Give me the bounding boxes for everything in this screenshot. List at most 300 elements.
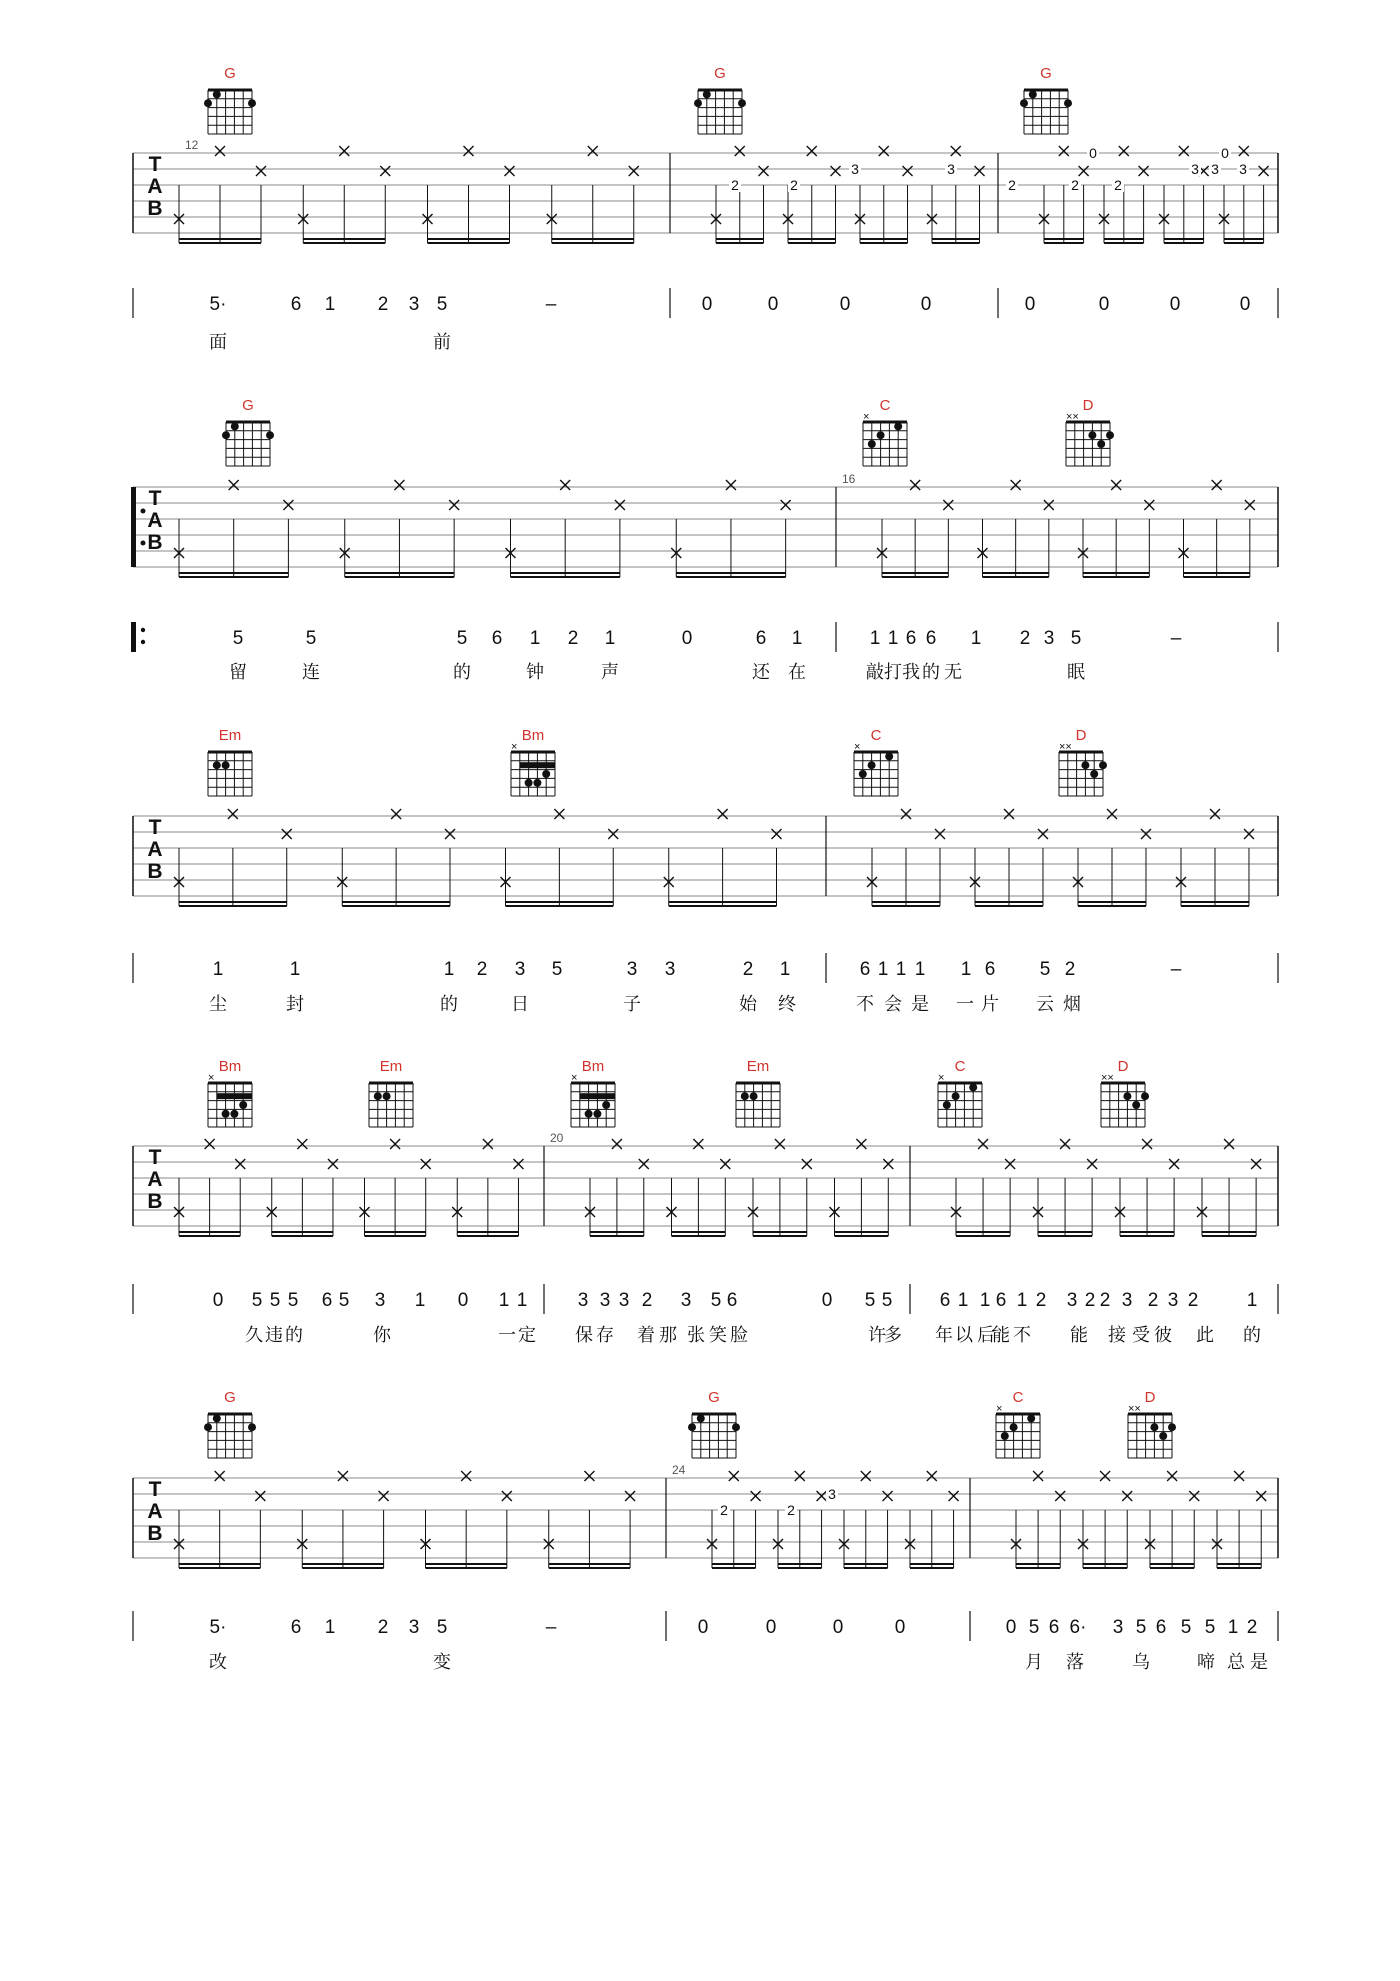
jianpu-note: 0 — [832, 1617, 844, 1638]
chord-finger-dot — [1132, 1101, 1140, 1109]
chord-finger-dot — [703, 90, 711, 98]
tab-clef-letter: T — [148, 1478, 162, 1501]
chord-name: G — [1040, 65, 1052, 82]
chord-name: C — [954, 1058, 966, 1075]
lyric-char: 眠 — [1067, 662, 1085, 682]
jianpu-note: 6 — [290, 294, 302, 315]
chord-finger-dot — [1010, 1423, 1018, 1431]
lyric-char: 落 — [1066, 1652, 1084, 1672]
muted-string-mark: ×× — [1059, 741, 1072, 753]
jianpu-note: 1 — [1016, 1290, 1028, 1311]
chord-finger-dot — [694, 99, 702, 107]
chord-finger-dot — [248, 99, 256, 107]
lyric-char: 违 — [265, 1325, 283, 1345]
muted-string-mark: × — [996, 1403, 1003, 1415]
chord-finger-dot — [266, 431, 274, 439]
chord-finger-dot — [732, 1423, 740, 1431]
jianpu-note: 5 — [305, 628, 317, 649]
repeat-thick-bar — [131, 487, 136, 567]
lyric-char: 的 — [440, 994, 458, 1014]
tab-fret-number: 3 — [1211, 161, 1219, 177]
jianpu-note: 1 — [414, 1290, 426, 1311]
lyric-char: 保 — [575, 1325, 593, 1345]
lyric-char: 张 — [687, 1325, 705, 1345]
chord-barre — [217, 1093, 252, 1099]
lyric-char: 尘 — [209, 994, 227, 1014]
tab-fret-number: 3 — [828, 1486, 836, 1502]
chord-finger-dot — [1090, 770, 1098, 778]
lyric-char: 声 — [601, 662, 619, 682]
tab-clef-letter: A — [147, 1168, 163, 1191]
chord-name: G — [242, 397, 254, 414]
jianpu-note: 5 — [456, 628, 468, 649]
lyric-char: 一 — [956, 994, 974, 1014]
lyric-char: 一 — [498, 1325, 516, 1345]
chord-finger-dot — [1097, 440, 1105, 448]
jianpu-note: 2 — [476, 959, 488, 980]
jianpu-note: 6 — [859, 959, 871, 980]
jianpu-note: 2 — [641, 1290, 653, 1311]
lyric-char: 始 — [739, 994, 757, 1014]
muted-string-mark: × — [863, 411, 870, 423]
lyric-char: 月 — [1025, 1652, 1043, 1672]
lyric-char: 以 — [955, 1325, 973, 1345]
tab-fret-number: 2 — [1114, 177, 1122, 193]
jianpu-note: 2 — [1246, 1617, 1258, 1638]
bar-number: 16 — [842, 472, 856, 486]
chord-name: C — [879, 397, 891, 414]
jianpu-note: 3 — [1043, 628, 1055, 649]
chord-finger-dot — [248, 1423, 256, 1431]
lyric-char: 改 — [209, 1652, 227, 1672]
jianpu-note: 1 — [914, 959, 926, 980]
jianpu-note: 1 — [443, 959, 455, 980]
lyric-char: 烟 — [1063, 994, 1081, 1014]
jianpu-note: 1 — [970, 628, 982, 649]
jianpu-note: 0 — [821, 1290, 833, 1311]
chord-finger-dot — [1159, 1432, 1167, 1440]
chord-finger-dot — [969, 1083, 977, 1091]
tab-clef-letter: A — [147, 838, 163, 861]
jianpu-note: 5 — [551, 959, 563, 980]
tab-fret-number: 3 — [851, 161, 859, 177]
tab-fret-number: 2 — [787, 1502, 795, 1518]
jianpu-note: 0 — [839, 294, 851, 315]
muted-string-mark: ×× — [1066, 411, 1079, 423]
lyric-char: 你 — [373, 1325, 391, 1345]
lyric-char: 总 — [1227, 1652, 1245, 1672]
chord-name: D — [1144, 1389, 1156, 1406]
chord-finger-dot — [374, 1092, 382, 1100]
jianpu-note: 5 — [338, 1290, 350, 1311]
jianpu-note: 0 — [1024, 294, 1036, 315]
tab-fret-number: 3 — [1239, 161, 1247, 177]
tab-clef-letter: T — [148, 816, 162, 839]
jianpu-note: 6 — [995, 1290, 1007, 1311]
lyric-char: 留 — [229, 662, 247, 682]
jianpu-note: 2 — [377, 1617, 389, 1638]
jianpu-note: 3 — [1121, 1290, 1133, 1311]
muted-string-mark: × — [208, 1072, 215, 1084]
jianpu-note: 2 — [1187, 1290, 1199, 1311]
lyric-char: 许 — [868, 1325, 886, 1345]
tab-fret-number: 0 — [1221, 145, 1229, 161]
jianpu-note: 5 — [864, 1290, 876, 1311]
jianpu-note: – — [1170, 959, 1182, 980]
chord-finger-dot — [204, 1423, 212, 1431]
jianpu-note: 2 — [377, 294, 389, 315]
tab-clef-letter: B — [147, 1522, 163, 1545]
tab-clef-letter: A — [147, 509, 163, 532]
jianpu-note: 6 — [925, 628, 937, 649]
lyric-char: 受 — [1132, 1325, 1150, 1345]
lyric-char: 彼 — [1154, 1325, 1172, 1345]
jianpu-note: 5 — [1180, 1617, 1192, 1638]
lyric-char: 我 — [902, 662, 920, 682]
jianpu-note: 5 — [232, 628, 244, 649]
lyric-char: 在 — [788, 662, 806, 682]
jianpu-note: 6 — [321, 1290, 333, 1311]
jianpu-note: 5 — [1070, 628, 1082, 649]
muted-string-mark: × — [854, 741, 861, 753]
chord-finger-dot — [697, 1414, 705, 1422]
tab-fret-number: 0 — [1089, 145, 1097, 161]
chord-finger-dot — [868, 440, 876, 448]
repeat-dot — [141, 628, 145, 632]
jianpu-note: – — [1170, 628, 1182, 649]
lyric-char: 连 — [302, 662, 320, 682]
jianpu-note: 3 — [680, 1290, 692, 1311]
lyric-char: 乌 — [1132, 1652, 1150, 1672]
jianpu-note: 0 — [894, 1617, 906, 1638]
lyric-char: 云 — [1036, 994, 1054, 1014]
jianpu-note: 3 — [1066, 1290, 1078, 1311]
jianpu-note: 1 — [529, 628, 541, 649]
lyric-char: 能 — [1070, 1325, 1088, 1345]
jianpu-note: 3 — [408, 1617, 420, 1638]
jianpu-note: 5 — [287, 1290, 299, 1311]
jianpu-note: 1 — [779, 959, 791, 980]
chord-name: G — [714, 65, 726, 82]
chord-name: Em — [746, 1058, 770, 1075]
chord-finger-dot — [533, 779, 541, 787]
chord-finger-dot — [868, 761, 876, 769]
jianpu-note: 5 — [251, 1290, 263, 1311]
chord-name: Bm — [521, 727, 545, 744]
jianpu-note: 5 — [1204, 1617, 1216, 1638]
jianpu-note: 1 — [604, 628, 616, 649]
tab-fret-number: 2 — [731, 177, 739, 193]
chord-name: Em — [218, 727, 242, 744]
chord-finger-dot — [1027, 1414, 1035, 1422]
jianpu-note: 6 — [984, 959, 996, 980]
chord-finger-dot — [1088, 431, 1096, 439]
lyric-char: 的 — [453, 662, 471, 682]
jianpu-note: 3 — [1167, 1290, 1179, 1311]
jianpu-note: 3 — [618, 1290, 630, 1311]
chord-name: G — [224, 1389, 236, 1406]
chord-name: D — [1075, 727, 1087, 744]
tab-fret-number: 3 — [947, 161, 955, 177]
lyric-char: 敲 — [866, 662, 884, 682]
jianpu-note: 3 — [374, 1290, 386, 1311]
repeat-dot — [141, 541, 146, 546]
chord-name: C — [1012, 1389, 1024, 1406]
chord-finger-dot — [585, 1110, 593, 1118]
lyric-char: 的 — [922, 662, 940, 682]
lyric-char: 那 — [659, 1325, 677, 1345]
jianpu-note: 2 — [742, 959, 754, 980]
jianpu-note: 6 — [1155, 1617, 1167, 1638]
lyric-char: 是 — [911, 994, 929, 1014]
jianpu-note: 0 — [1169, 294, 1181, 315]
chord-finger-dot — [1106, 431, 1114, 439]
jianpu-note: 6 — [755, 628, 767, 649]
lyric-char: 面 — [209, 332, 227, 352]
jianpu-note: 1 — [791, 628, 803, 649]
jianpu-note: 1 — [516, 1290, 528, 1311]
chord-name: C — [870, 727, 882, 744]
lyric-char: 会 — [884, 994, 902, 1014]
jianpu-note: 1 — [289, 959, 301, 980]
chord-finger-dot — [204, 99, 212, 107]
chord-finger-dot — [741, 1092, 749, 1100]
jianpu-note: 2 — [567, 628, 579, 649]
jianpu-note: 0 — [765, 1617, 777, 1638]
lyric-char: 笑 — [709, 1325, 727, 1345]
jianpu-note: 5 — [436, 294, 448, 315]
repeat-dot — [141, 509, 146, 514]
jianpu-note: 1 — [1227, 1617, 1239, 1638]
jianpu-note: 6 — [726, 1290, 738, 1311]
jianpu-note: 6· — [1069, 1617, 1087, 1638]
jianpu-note: 1 — [324, 294, 336, 315]
jianpu-note: 0 — [920, 294, 932, 315]
jianpu-note: 5 — [269, 1290, 281, 1311]
jianpu-note: 6 — [290, 1617, 302, 1638]
jianpu-note: 0 — [697, 1617, 709, 1638]
lyric-char: 还 — [752, 662, 770, 682]
lyric-char: 终 — [778, 994, 796, 1014]
chord-finger-dot — [943, 1101, 951, 1109]
tab-clef-letter: B — [147, 197, 163, 220]
lyric-char: 久 — [245, 1325, 263, 1345]
jianpu-note: 2 — [1019, 628, 1031, 649]
jianpu-note: 5 — [436, 1617, 448, 1638]
tab-fret-number: 2 — [790, 177, 798, 193]
tab-clef-letter: T — [148, 487, 162, 510]
lyric-char: 存 — [596, 1325, 614, 1345]
jianpu-note: 0 — [701, 294, 713, 315]
chord-name: Bm — [218, 1058, 242, 1075]
lyric-char: 前 — [433, 332, 451, 352]
lyric-char: 打 — [884, 662, 902, 682]
lyric-char: 的 — [1243, 1325, 1261, 1345]
lyric-char: 的 — [285, 1325, 303, 1345]
muted-string-mark: × — [571, 1072, 578, 1084]
chord-finger-dot — [222, 431, 230, 439]
chord-finger-dot — [213, 1414, 221, 1422]
lyric-char: 多 — [884, 1325, 902, 1345]
chord-finger-dot — [383, 1092, 391, 1100]
lyric-char: 无 — [944, 662, 962, 682]
jianpu-note: 1 — [957, 1290, 969, 1311]
jianpu-note: 2 — [1099, 1290, 1111, 1311]
chord-finger-dot — [877, 431, 885, 439]
jianpu-note: 1 — [877, 959, 889, 980]
tab-fret-number: 2 — [1008, 177, 1016, 193]
lyric-char: 片 — [981, 994, 999, 1014]
lyric-char: 定 — [518, 1325, 536, 1345]
tab-clef-letter: B — [147, 531, 163, 554]
bar-number: 20 — [550, 1131, 564, 1145]
tab-clef-letter: A — [147, 175, 163, 198]
chord-finger-dot — [525, 779, 533, 787]
jianpu-note: 0 — [681, 628, 693, 649]
lyric-char: 子 — [623, 994, 641, 1014]
chord-barre — [520, 762, 555, 768]
jianpu-note: 5· — [209, 294, 227, 315]
jianpu-note: 0 — [212, 1290, 224, 1311]
muted-string-mark: × — [938, 1072, 945, 1084]
jianpu-note: 3 — [408, 294, 420, 315]
lyric-char: 钟 — [526, 662, 544, 682]
chord-finger-dot — [230, 1110, 238, 1118]
chord-finger-dot — [738, 99, 746, 107]
chord-finger-dot — [222, 1110, 230, 1118]
lyric-char: 年 — [935, 1325, 953, 1345]
muted-string-mark: ×× — [1101, 1072, 1114, 1084]
chord-finger-dot — [885, 752, 893, 760]
jianpu-note: – — [545, 294, 557, 315]
chord-finger-dot — [1123, 1092, 1131, 1100]
jianpu-note: 0 — [1098, 294, 1110, 315]
chord-finger-dot — [1150, 1423, 1158, 1431]
jianpu-note: 1 — [895, 959, 907, 980]
lyric-char: 啼 — [1197, 1652, 1215, 1672]
jianpu-note: 3 — [599, 1290, 611, 1311]
lyric-char: 后 — [977, 1325, 995, 1345]
repeat-dot — [141, 640, 145, 644]
chord-name: G — [224, 65, 236, 82]
jianpu-note: 6 — [491, 628, 503, 649]
tab-clef-letter: B — [147, 860, 163, 883]
jianpu-note: 3 — [577, 1290, 589, 1311]
chord-finger-dot — [1168, 1423, 1176, 1431]
jianpu-note: 5 — [1135, 1617, 1147, 1638]
chord-finger-dot — [859, 770, 867, 778]
chord-name: D — [1117, 1058, 1129, 1075]
bar-number: 24 — [672, 1463, 686, 1477]
chord-finger-dot — [222, 761, 230, 769]
chord-finger-dot — [1020, 99, 1028, 107]
chord-finger-dot — [1099, 761, 1107, 769]
tab-fret-number: 3 — [1191, 161, 1199, 177]
lyric-char: 此 — [1196, 1325, 1214, 1345]
lyric-char: 着 — [637, 1325, 655, 1345]
jianpu-note: 0 — [1005, 1617, 1017, 1638]
chord-finger-dot — [1081, 761, 1089, 769]
tab-clef-letter: T — [148, 1146, 162, 1169]
jianpu-note: – — [545, 1617, 557, 1638]
chord-finger-dot — [213, 761, 221, 769]
jianpu-note: 5 — [1028, 1617, 1040, 1638]
chord-finger-dot — [593, 1110, 601, 1118]
jianpu-note: 6 — [905, 628, 917, 649]
jianpu-note: 1 — [212, 959, 224, 980]
lyric-char: 日 — [511, 994, 529, 1014]
jianpu-note: 2 — [1064, 959, 1076, 980]
jianpu-note: 1 — [979, 1290, 991, 1311]
chord-finger-dot — [602, 1101, 610, 1109]
lyric-char: 能 — [992, 1325, 1010, 1345]
jianpu-note: 5 — [710, 1290, 722, 1311]
chord-name: Em — [379, 1058, 403, 1075]
jianpu-note: 5 — [1039, 959, 1051, 980]
chord-finger-dot — [688, 1423, 696, 1431]
jianpu-note: 2 — [1084, 1290, 1096, 1311]
chord-finger-dot — [213, 90, 221, 98]
chord-name: G — [708, 1389, 720, 1406]
muted-string-mark: ×× — [1128, 1403, 1141, 1415]
chord-name: D — [1082, 397, 1094, 414]
tab-fret-number: 2 — [1071, 177, 1079, 193]
chord-barre — [580, 1093, 615, 1099]
jianpu-note: 0 — [767, 294, 779, 315]
chord-finger-dot — [1029, 90, 1037, 98]
jianpu-note: 6 — [939, 1290, 951, 1311]
tab-clef-letter: B — [147, 1190, 163, 1213]
lyric-char: 接 — [1108, 1325, 1126, 1345]
lyric-char: 变 — [433, 1652, 451, 1672]
lyric-char: 封 — [286, 994, 304, 1014]
jianpu-note: 1 — [887, 628, 899, 649]
chord-finger-dot — [1064, 99, 1072, 107]
chord-finger-dot — [231, 422, 239, 430]
chord-finger-dot — [1141, 1092, 1149, 1100]
jianpu-note: 2 — [1147, 1290, 1159, 1311]
jianpu-note: 0 — [457, 1290, 469, 1311]
lyric-char: 是 — [1250, 1652, 1268, 1672]
tab-clef-letter: A — [147, 1500, 163, 1523]
jianpu-note: 5· — [209, 1617, 227, 1638]
lyric-char: 不 — [856, 994, 874, 1014]
jianpu-note: 5 — [881, 1290, 893, 1311]
jianpu-note: 1 — [498, 1290, 510, 1311]
tab-fret-number: 2 — [720, 1502, 728, 1518]
chord-finger-dot — [239, 1101, 247, 1109]
jianpu-note: 1 — [324, 1617, 336, 1638]
jianpu-note: 1 — [869, 628, 881, 649]
jianpu-note: 0 — [1239, 294, 1251, 315]
jianpu-note: 3 — [514, 959, 526, 980]
jianpu-note: 3 — [664, 959, 676, 980]
jianpu-note: 1 — [1246, 1290, 1258, 1311]
lyric-char: 不 — [1013, 1325, 1031, 1345]
chord-finger-dot — [894, 422, 902, 430]
chord-finger-dot — [952, 1092, 960, 1100]
chord-finger-dot — [1001, 1432, 1009, 1440]
lyric-char: 脸 — [730, 1325, 748, 1345]
chord-finger-dot — [750, 1092, 758, 1100]
tab-clef-letter: T — [148, 153, 162, 176]
chord-finger-dot — [542, 770, 550, 778]
jianpu-note: 3 — [1112, 1617, 1124, 1638]
jianpu-note: 6 — [1048, 1617, 1060, 1638]
jianpu-note: 1 — [960, 959, 972, 980]
muted-string-mark: × — [511, 741, 518, 753]
chord-name: Bm — [581, 1058, 605, 1075]
